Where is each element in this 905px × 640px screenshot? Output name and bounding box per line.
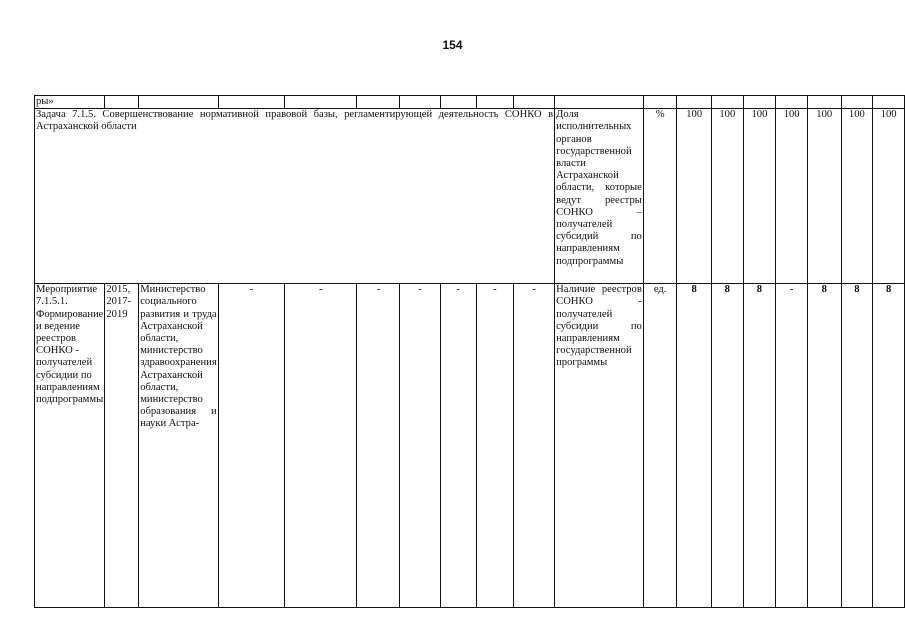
event-value: - xyxy=(776,284,808,608)
finance-value: - xyxy=(218,284,284,608)
finance-value: - xyxy=(476,284,513,608)
event-value: 8 xyxy=(807,284,841,608)
event-indicator: Наличие реестров СОНКО - получателей субсидии по направлениям государственной программы xyxy=(555,284,644,608)
empty-cell xyxy=(555,96,644,109)
task-indicator: Доля исполнительных органов государственной власти Астраханской области, которые ведут реестры СОНКО – получателей субсидий по направлениям подпрограммы xyxy=(555,109,644,284)
event-years: 2015, 2017- 2019 xyxy=(105,284,139,608)
program-table xyxy=(34,95,905,608)
page-number: 154 xyxy=(442,38,463,52)
finance-value: - xyxy=(285,284,357,608)
task-value: 100 xyxy=(873,109,905,284)
task-title: Задача 7.1.5. Совершенствование нормативной правовой базы, регламентирующей деятельность СОНКО в Астраханской области xyxy=(35,109,555,284)
finance-value: - xyxy=(400,284,440,608)
empty-cell xyxy=(285,96,357,109)
empty-cell xyxy=(440,96,476,109)
empty-cell xyxy=(643,96,677,109)
empty-cell xyxy=(776,96,808,109)
event-name: Мероприятие 7.1.5.1. Формирование и ведение реестров СОНКО - получателей субсидии по направлениям подпрограммы xyxy=(35,284,105,608)
empty-cell xyxy=(357,96,400,109)
finance-value: - xyxy=(514,284,555,608)
task-value: 100 xyxy=(743,109,776,284)
empty-cell xyxy=(873,96,905,109)
event-unit: ед. xyxy=(643,284,677,608)
task-value: 100 xyxy=(776,109,808,284)
task-row xyxy=(35,109,905,284)
empty-cell xyxy=(139,96,219,109)
task-value: 100 xyxy=(807,109,841,284)
continuation-row xyxy=(35,96,905,109)
event-value: 8 xyxy=(743,284,776,608)
event-executor: Министерство социального развития и труда Астраханской области, министерство здравоохранения Астраханской области, министерство образования и науки Астра- xyxy=(139,284,219,608)
empty-cell xyxy=(218,96,284,109)
event-value: 8 xyxy=(873,284,905,608)
continuation-cell: ры» xyxy=(35,96,105,109)
event-value: 8 xyxy=(677,284,712,608)
empty-cell xyxy=(476,96,513,109)
event-value: 8 xyxy=(711,284,743,608)
event-value: 8 xyxy=(841,284,873,608)
task-value: 100 xyxy=(711,109,743,284)
empty-cell xyxy=(743,96,776,109)
empty-cell xyxy=(400,96,440,109)
empty-cell xyxy=(677,96,712,109)
empty-cell xyxy=(514,96,555,109)
task-unit: % xyxy=(643,109,677,284)
empty-cell xyxy=(841,96,873,109)
empty-cell xyxy=(711,96,743,109)
event-row xyxy=(35,284,905,608)
task-value: 100 xyxy=(841,109,873,284)
finance-value: - xyxy=(357,284,400,608)
task-value: 100 xyxy=(677,109,712,284)
empty-cell xyxy=(807,96,841,109)
finance-value: - xyxy=(440,284,476,608)
empty-cell xyxy=(105,96,139,109)
